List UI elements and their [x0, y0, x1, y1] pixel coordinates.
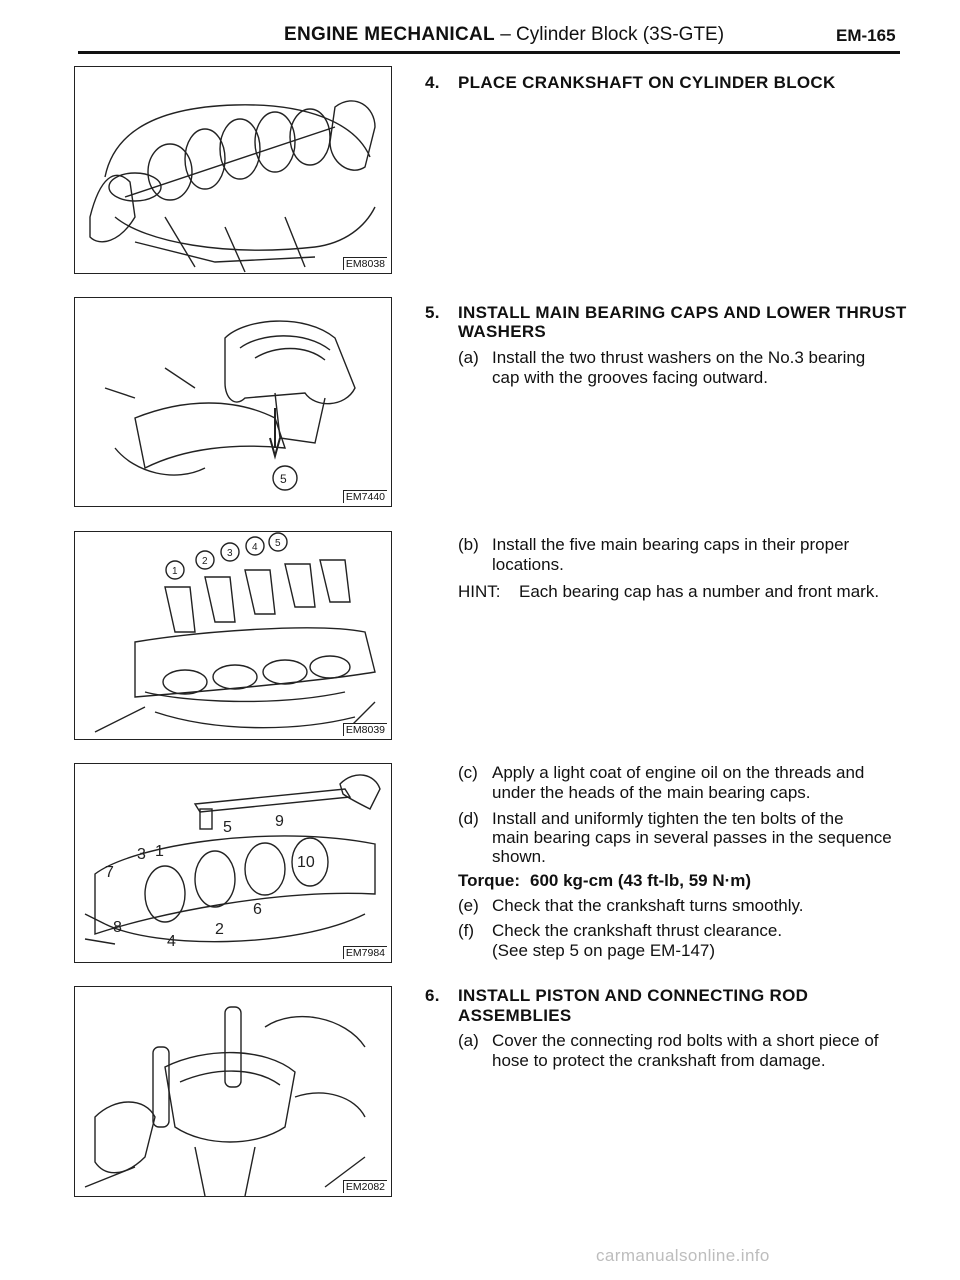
step-6a-label: (a) — [458, 1031, 479, 1050]
torque-value: 600 kg-cm (43 ft-lb, 59 N·m) — [530, 871, 752, 890]
crankshaft-illustration — [75, 67, 391, 273]
bolt-number-10: 10 — [297, 854, 315, 871]
step-5d-line1: Install and uniformly tighten the ten bolts of the — [492, 809, 844, 828]
hint-label: HINT: — [458, 582, 501, 601]
step-5c-line1: Apply a light coat of engine oil on the threads and — [492, 763, 865, 782]
step-5-number: 5. — [425, 303, 440, 322]
bearing-caps-illustration — [75, 532, 391, 739]
torque-label: Torque: — [458, 871, 521, 890]
page-number: EM-165 — [836, 26, 896, 45]
step-5c-label: (c) — [458, 763, 478, 782]
bolt-number-5: 5 — [223, 819, 232, 836]
step-4-number: 4. — [425, 73, 440, 92]
figure-code: EM2082 — [343, 1180, 387, 1193]
figure-main-bearing-caps — [74, 531, 392, 740]
figure-connecting-rod — [74, 986, 392, 1197]
step-5b-line2: locations. — [492, 555, 564, 574]
step-5-title-line1: INSTALL MAIN BEARING CAPS AND LOWER THRUST — [458, 303, 907, 322]
callout-2: 2 — [202, 556, 208, 567]
thrust-washer-illustration — [75, 298, 391, 506]
callout-4: 4 — [252, 542, 258, 553]
step-5d-label: (d) — [458, 809, 479, 828]
step-5d-line2: main bearing caps in several passes in the sequence — [492, 828, 892, 847]
figure-thrust-washers — [74, 297, 392, 507]
bolt-number-6: 6 — [253, 901, 262, 918]
step-5d-line3: shown. — [492, 847, 546, 866]
figure-code: EM8038 — [343, 257, 387, 270]
step-6-title-line1: INSTALL PISTON AND CONNECTING ROD — [458, 986, 809, 1005]
header-rule — [78, 51, 900, 54]
connecting-rod-illustration — [75, 987, 391, 1196]
step-6a-line2: hose to protect the crankshaft from damage. — [492, 1051, 826, 1070]
bolt-number-4: 4 — [167, 933, 176, 950]
callout-3: 3 — [227, 548, 233, 559]
figure-code: EM8039 — [343, 723, 387, 736]
step-5b-line1: Install the five main bearing caps in their proper — [492, 535, 850, 554]
step-5c-line2: under the heads of the main bearing caps. — [492, 783, 811, 802]
step-5f-line2: (See step 5 on page EM-147) — [492, 941, 716, 960]
step-5e-label: (e) — [458, 896, 479, 915]
figure-code: EM7984 — [343, 946, 387, 959]
figure-crankshaft-placement — [74, 66, 392, 274]
bolt-sequence-illustration — [75, 764, 391, 962]
watermark: carmanualsonline.info — [596, 1246, 770, 1265]
step-4-title: PLACE CRANKSHAFT ON CYLINDER BLOCK — [458, 73, 836, 92]
bolt-number-8: 8 — [113, 919, 122, 936]
step-6-title-line2: ASSEMBLIES — [458, 1006, 572, 1025]
step-5f-label: (f) — [458, 921, 475, 940]
step-5b-label: (b) — [458, 535, 479, 554]
step-5a-line2: cap with the grooves facing outward. — [492, 368, 768, 387]
svg-text:5: 5 — [280, 472, 287, 486]
page-header — [0, 22, 960, 52]
step-5-title-line2: WASHERS — [458, 322, 547, 341]
step-5a-line1: Install the two thrust washers on the No.3 bearing — [492, 348, 866, 367]
page-title — [284, 24, 724, 46]
bolt-number-2: 2 — [215, 921, 224, 938]
figure-bolt-sequence — [74, 763, 392, 963]
section-subtitle: – Cylinder Block (3S-GTE) — [494, 24, 725, 45]
step-5e-text: Check that the crankshaft turns smoothly. — [492, 896, 804, 915]
section-name: ENGINE MECHANICAL — [284, 24, 495, 45]
figure-code: EM7440 — [343, 490, 387, 503]
bolt-number-7: 7 — [105, 864, 114, 881]
callout-1: 1 — [172, 566, 178, 577]
hint-text: Each bearing cap has a number and front mark. — [519, 582, 880, 601]
bolt-number-9: 9 — [275, 813, 284, 830]
callout-5: 5 — [275, 538, 281, 549]
bolt-number-1: 1 — [155, 843, 164, 860]
step-6a-line1: Cover the connecting rod bolts with a short piece of — [492, 1031, 879, 1050]
step-6-number: 6. — [425, 986, 440, 1005]
step-5f-line1: Check the crankshaft thrust clearance. — [492, 921, 783, 940]
bolt-number-3: 3 — [137, 846, 146, 863]
step-5a-label: (a) — [458, 348, 479, 367]
